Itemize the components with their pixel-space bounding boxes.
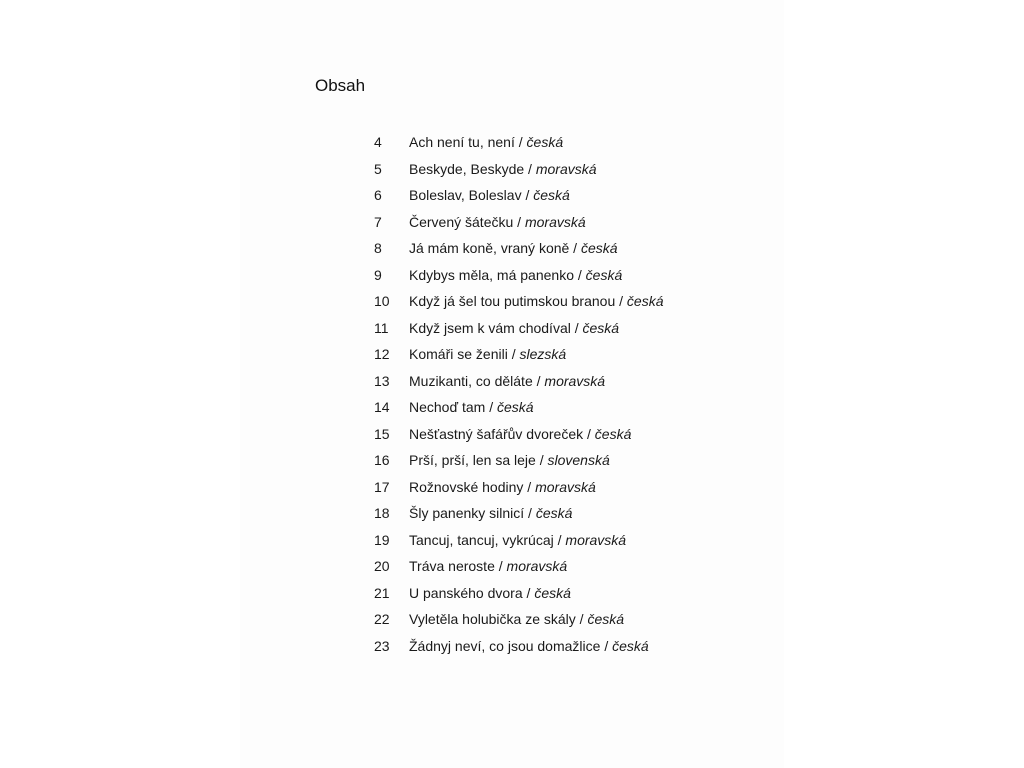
- toc-region: moravská: [524, 213, 586, 230]
- toc-page-number: 19: [374, 531, 390, 548]
- toc-entry-text: [409, 635, 649, 657]
- toc-page-number: 21: [374, 584, 390, 601]
- toc-region: česká: [612, 637, 649, 654]
- toc-region: česká: [496, 399, 534, 415]
- toc-region: moravská: [535, 160, 597, 177]
- toc-page-number: 8: [374, 240, 382, 256]
- toc-page-number: 11: [374, 319, 389, 336]
- toc-entry-text: [409, 290, 663, 312]
- toc-separator: /: [514, 134, 527, 150]
- toc-region: česká: [626, 293, 664, 309]
- toc-song-title: Šly panenky silnicí: [409, 505, 525, 521]
- toc-entry-text: [409, 317, 619, 339]
- toc-song-title: Prší, prší, len sa leje: [409, 452, 536, 468]
- toc-separator: /: [494, 558, 507, 574]
- toc-page-number: 9: [374, 266, 382, 283]
- toc-separator: /: [513, 213, 525, 230]
- toc-entry-text: [409, 476, 596, 498]
- toc-separator: /: [485, 399, 497, 415]
- toc-song-title: Žádnyj neví, co jsou domažlice: [409, 637, 601, 654]
- toc-separator: /: [524, 505, 536, 521]
- toc-song-title: Muzikanti, co děláte: [409, 372, 533, 389]
- toc-entry-text: [409, 343, 566, 365]
- toc-separator: /: [535, 452, 548, 468]
- toc-region: česká: [587, 611, 625, 627]
- toc-separator: /: [583, 425, 595, 442]
- toc-region: česká: [535, 505, 573, 521]
- toc-song-title: Ach není tu, není: [409, 134, 515, 150]
- toc-entry-text: [409, 237, 618, 259]
- toc-page-number: 16: [374, 452, 390, 468]
- toc-page-number: 14: [374, 399, 390, 415]
- toc-song-title: Červený šátečku: [409, 213, 514, 230]
- toc-separator: /: [553, 531, 566, 548]
- page-title: Obsah: [315, 76, 366, 95]
- toc-page-number: 4: [374, 134, 382, 150]
- toc-page-number: 22: [374, 611, 390, 627]
- toc-region: česká: [585, 266, 623, 283]
- toc-page-number: 15: [374, 425, 390, 442]
- toc-entry-text: [409, 211, 586, 233]
- toc-region: moravská: [506, 558, 568, 574]
- toc-separator: /: [521, 187, 534, 203]
- toc-region: moravská: [544, 372, 606, 389]
- toc-page-number: 12: [374, 346, 390, 362]
- toc-song-title: Tancuj, tancuj, vykrúcaj: [409, 531, 554, 548]
- toc-page-number: 5: [374, 160, 382, 177]
- toc-separator: /: [507, 346, 520, 362]
- toc-region: česká: [580, 240, 618, 256]
- toc-region: česká: [582, 319, 620, 336]
- toc-entry-text: [409, 158, 597, 180]
- toc-page-number: 17: [374, 478, 390, 495]
- toc-page-number: 6: [374, 187, 382, 203]
- toc-region: moravská: [535, 478, 596, 495]
- toc-entry-text: [409, 370, 605, 392]
- toc-separator: /: [524, 160, 536, 177]
- toc-song-title: Kdybys měla, má panenko: [409, 266, 574, 283]
- toc-separator: /: [570, 319, 583, 336]
- toc-separator: /: [569, 240, 581, 256]
- toc-separator: /: [615, 293, 627, 309]
- toc-region: moravská: [565, 531, 627, 548]
- toc-entry-text: [409, 529, 626, 551]
- toc-song-title: Tráva neroste: [409, 558, 495, 574]
- toc-entry-text: [409, 264, 622, 286]
- toc-page-number: 10: [374, 293, 390, 309]
- toc-entry-text: [409, 608, 624, 630]
- toc-song-title: Vyletěla holubička ze skály: [409, 611, 576, 627]
- toc-page-number: 13: [374, 372, 390, 389]
- toc-song-title: U panského dvora: [409, 584, 523, 601]
- toc-page-number: 23: [374, 637, 390, 654]
- toc-entry-text: [409, 582, 571, 604]
- toc-separator: /: [575, 611, 588, 627]
- toc-song-title: Nechoď tam: [409, 399, 486, 415]
- toc-region: česká: [526, 134, 564, 150]
- toc-song-title: Rožnovské hodiny: [409, 478, 524, 495]
- toc-separator: /: [532, 372, 545, 389]
- toc-separator: /: [600, 637, 613, 654]
- toc-region: česká: [594, 425, 632, 442]
- toc-song-title: Když já šel tou putimskou branou: [409, 293, 616, 309]
- toc-entry-text: [409, 131, 563, 153]
- toc-region: slovenská: [547, 452, 610, 468]
- toc-song-title: Já mám koně, vraný koně: [409, 240, 570, 256]
- toc-entry-text: [409, 396, 534, 418]
- toc-song-title: Boleslav, Boleslav: [409, 187, 522, 203]
- toc-song-title: Beskyde, Beskyde: [409, 160, 525, 177]
- toc-entry-text: [409, 449, 610, 471]
- toc-entry-text: [409, 423, 631, 445]
- toc-page-number: 7: [374, 213, 382, 230]
- toc-separator: /: [522, 584, 535, 601]
- toc-page-number: 18: [374, 505, 390, 521]
- toc-song-title: Nešťastný šafářův dvoreček: [409, 425, 584, 442]
- toc-region: česká: [533, 187, 570, 203]
- toc-region: slezská: [519, 346, 567, 362]
- toc-entry-text: [409, 555, 567, 577]
- toc-page-number: 20: [374, 558, 390, 574]
- toc-region: česká: [534, 584, 571, 601]
- toc-entry-text: [409, 502, 572, 524]
- toc-song-title: Komáři se ženili: [409, 346, 508, 362]
- toc-separator: /: [573, 266, 586, 283]
- toc-song-title: Když jsem k vám chodíval: [409, 319, 571, 336]
- toc-separator: /: [523, 478, 536, 495]
- toc-entry-text: [409, 184, 570, 206]
